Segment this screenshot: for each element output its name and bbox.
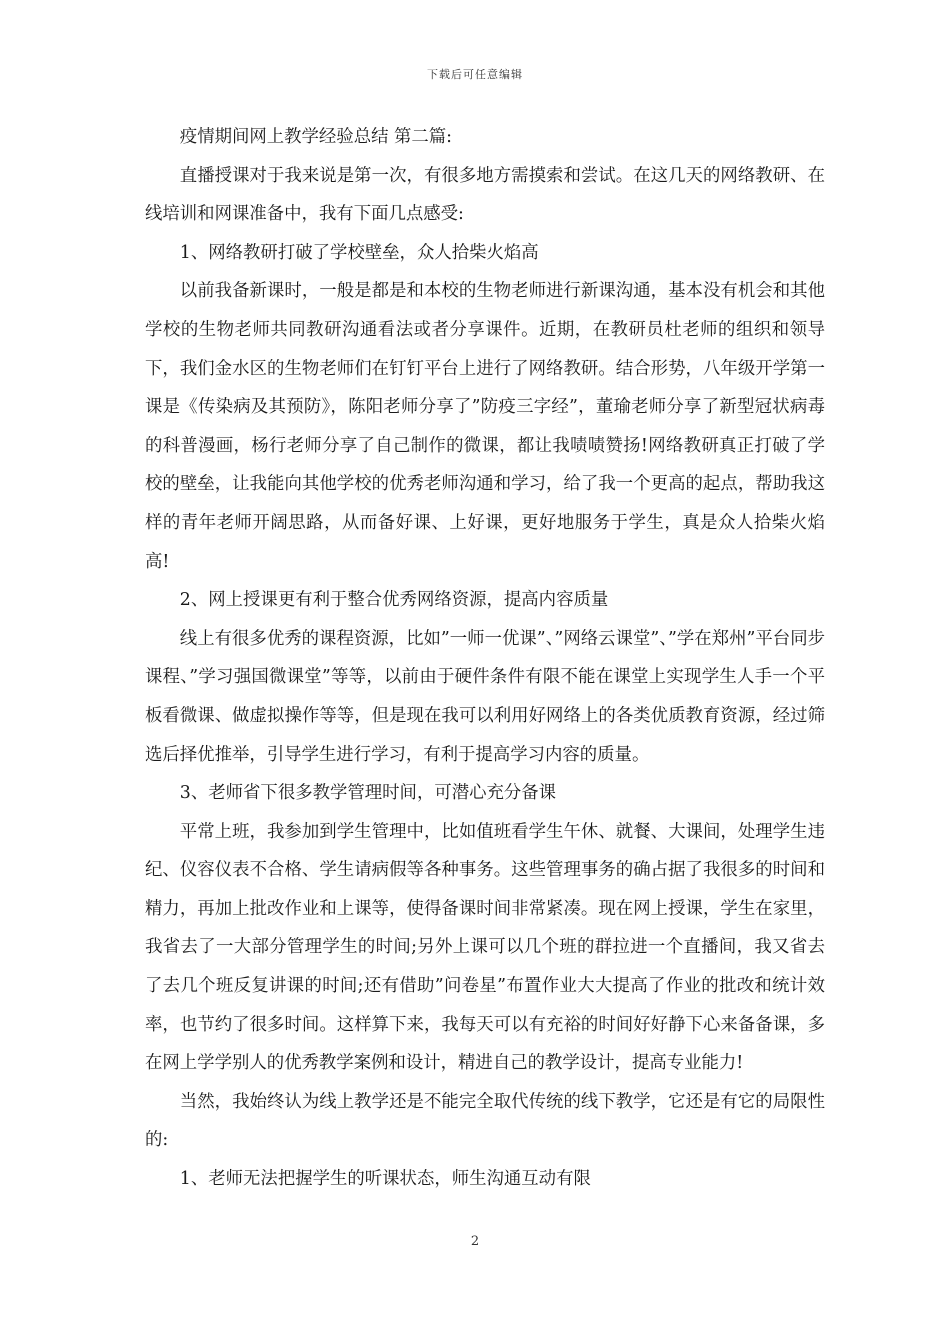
page-number: 2 bbox=[470, 1234, 480, 1249]
section-heading-1: 1、网络教研打破了学校壁垒，众人拾柴火焰高 bbox=[179, 242, 539, 263]
page-header: 下载后可任意编辑 bbox=[427, 68, 523, 81]
section-heading-3: 3、老师省下很多教学管理时间，可潜心充分备课 bbox=[179, 783, 557, 804]
limitation-heading-1: 1、老师无法把握学生的听课状态，师生沟通互动有限 bbox=[179, 1169, 591, 1190]
paragraph-intro: 直播授课对于我来说是第一次，有很多地方需摸索和尝试。在这几天的网络教研、在线培训和网课准备中，我有下面几点感受: bbox=[145, 165, 825, 225]
paragraph-section-1: 以前我备新课时，一般是都是和本校的生物老师进行新课沟通，基本没有机会和其他学校的生物老师共同教研沟通看法或者分享课件。近期，在教研员杜老师的组织和领导下，我们金水区的生物老师们在钉钉平台上进行了网络教研。结合形势，八年级开学第一课是《传染病及其预防》，陈阳老师分享了”防疫三字经”，董瑜老师分享了新型冠状病毒的科普漫画，杨行老师分享了自己制作的微课，都让我啧啧赞扬!网络教研真正打破了学校的壁垒，让我能向其他学校的优秀老师沟通和学习，给了我一个更高的起点，帮助我这样的青年老师开阔思路，从而备好课、上好课，更好地服务于学生，真是众人拾柴火焰高! bbox=[145, 281, 825, 572]
document-body bbox=[145, 118, 825, 1199]
paragraph-section-3: 平常上班，我参加到学生管理中，比如值班看学生午休、就餐、大课间，处理学生违纪、仪容仪表不合格、学生请病假等各种事务。这些管理事务的确占据了我很多的时间和精力，再加上批改作业和上课等，使得备课时间非常紧凑。现在网上授课，学生在家里，我省去了一大部分管理学生的时间;另外上课可以几个班的群拉进一个直播间，我又省去了去几个班反复讲课的时间;还有借助”问卷星”布置作业大大提高了作业的批改和统计效率，也节约了很多时间。这样算下来，我每天可以有充裕的时间好好静下心来备备课，多在网上学学别人的优秀教学案例和设计，精进自己的教学设计，提高专业能力! bbox=[145, 821, 825, 1074]
paragraph-section-2: 线上有很多优秀的课程资源，比如”一师一优课”、”网络云课堂”、”学在郑州”平台同步课程、”学习强国微课堂”等等，以前由于硬件条件有限不能在课堂上实现学生人手一个平板看微课、做虚拟操作等等，但是现在我可以利用好网络上的各类优质教育资源，经过筛选后择优推举，引导学生进行学习，有利于提高学习内容的质量。 bbox=[145, 628, 825, 765]
section-heading-2: 2、网上授课更有利于整合优秀网络资源，提高内容质量 bbox=[179, 590, 609, 611]
document-title: 疫情期间网上教学经验总结 第二篇: bbox=[179, 127, 453, 147]
paragraph-limitations: 当然，我始终认为线上教学还是不能完全取代传统的线下教学，它还是有它的局限性的: bbox=[145, 1091, 825, 1151]
